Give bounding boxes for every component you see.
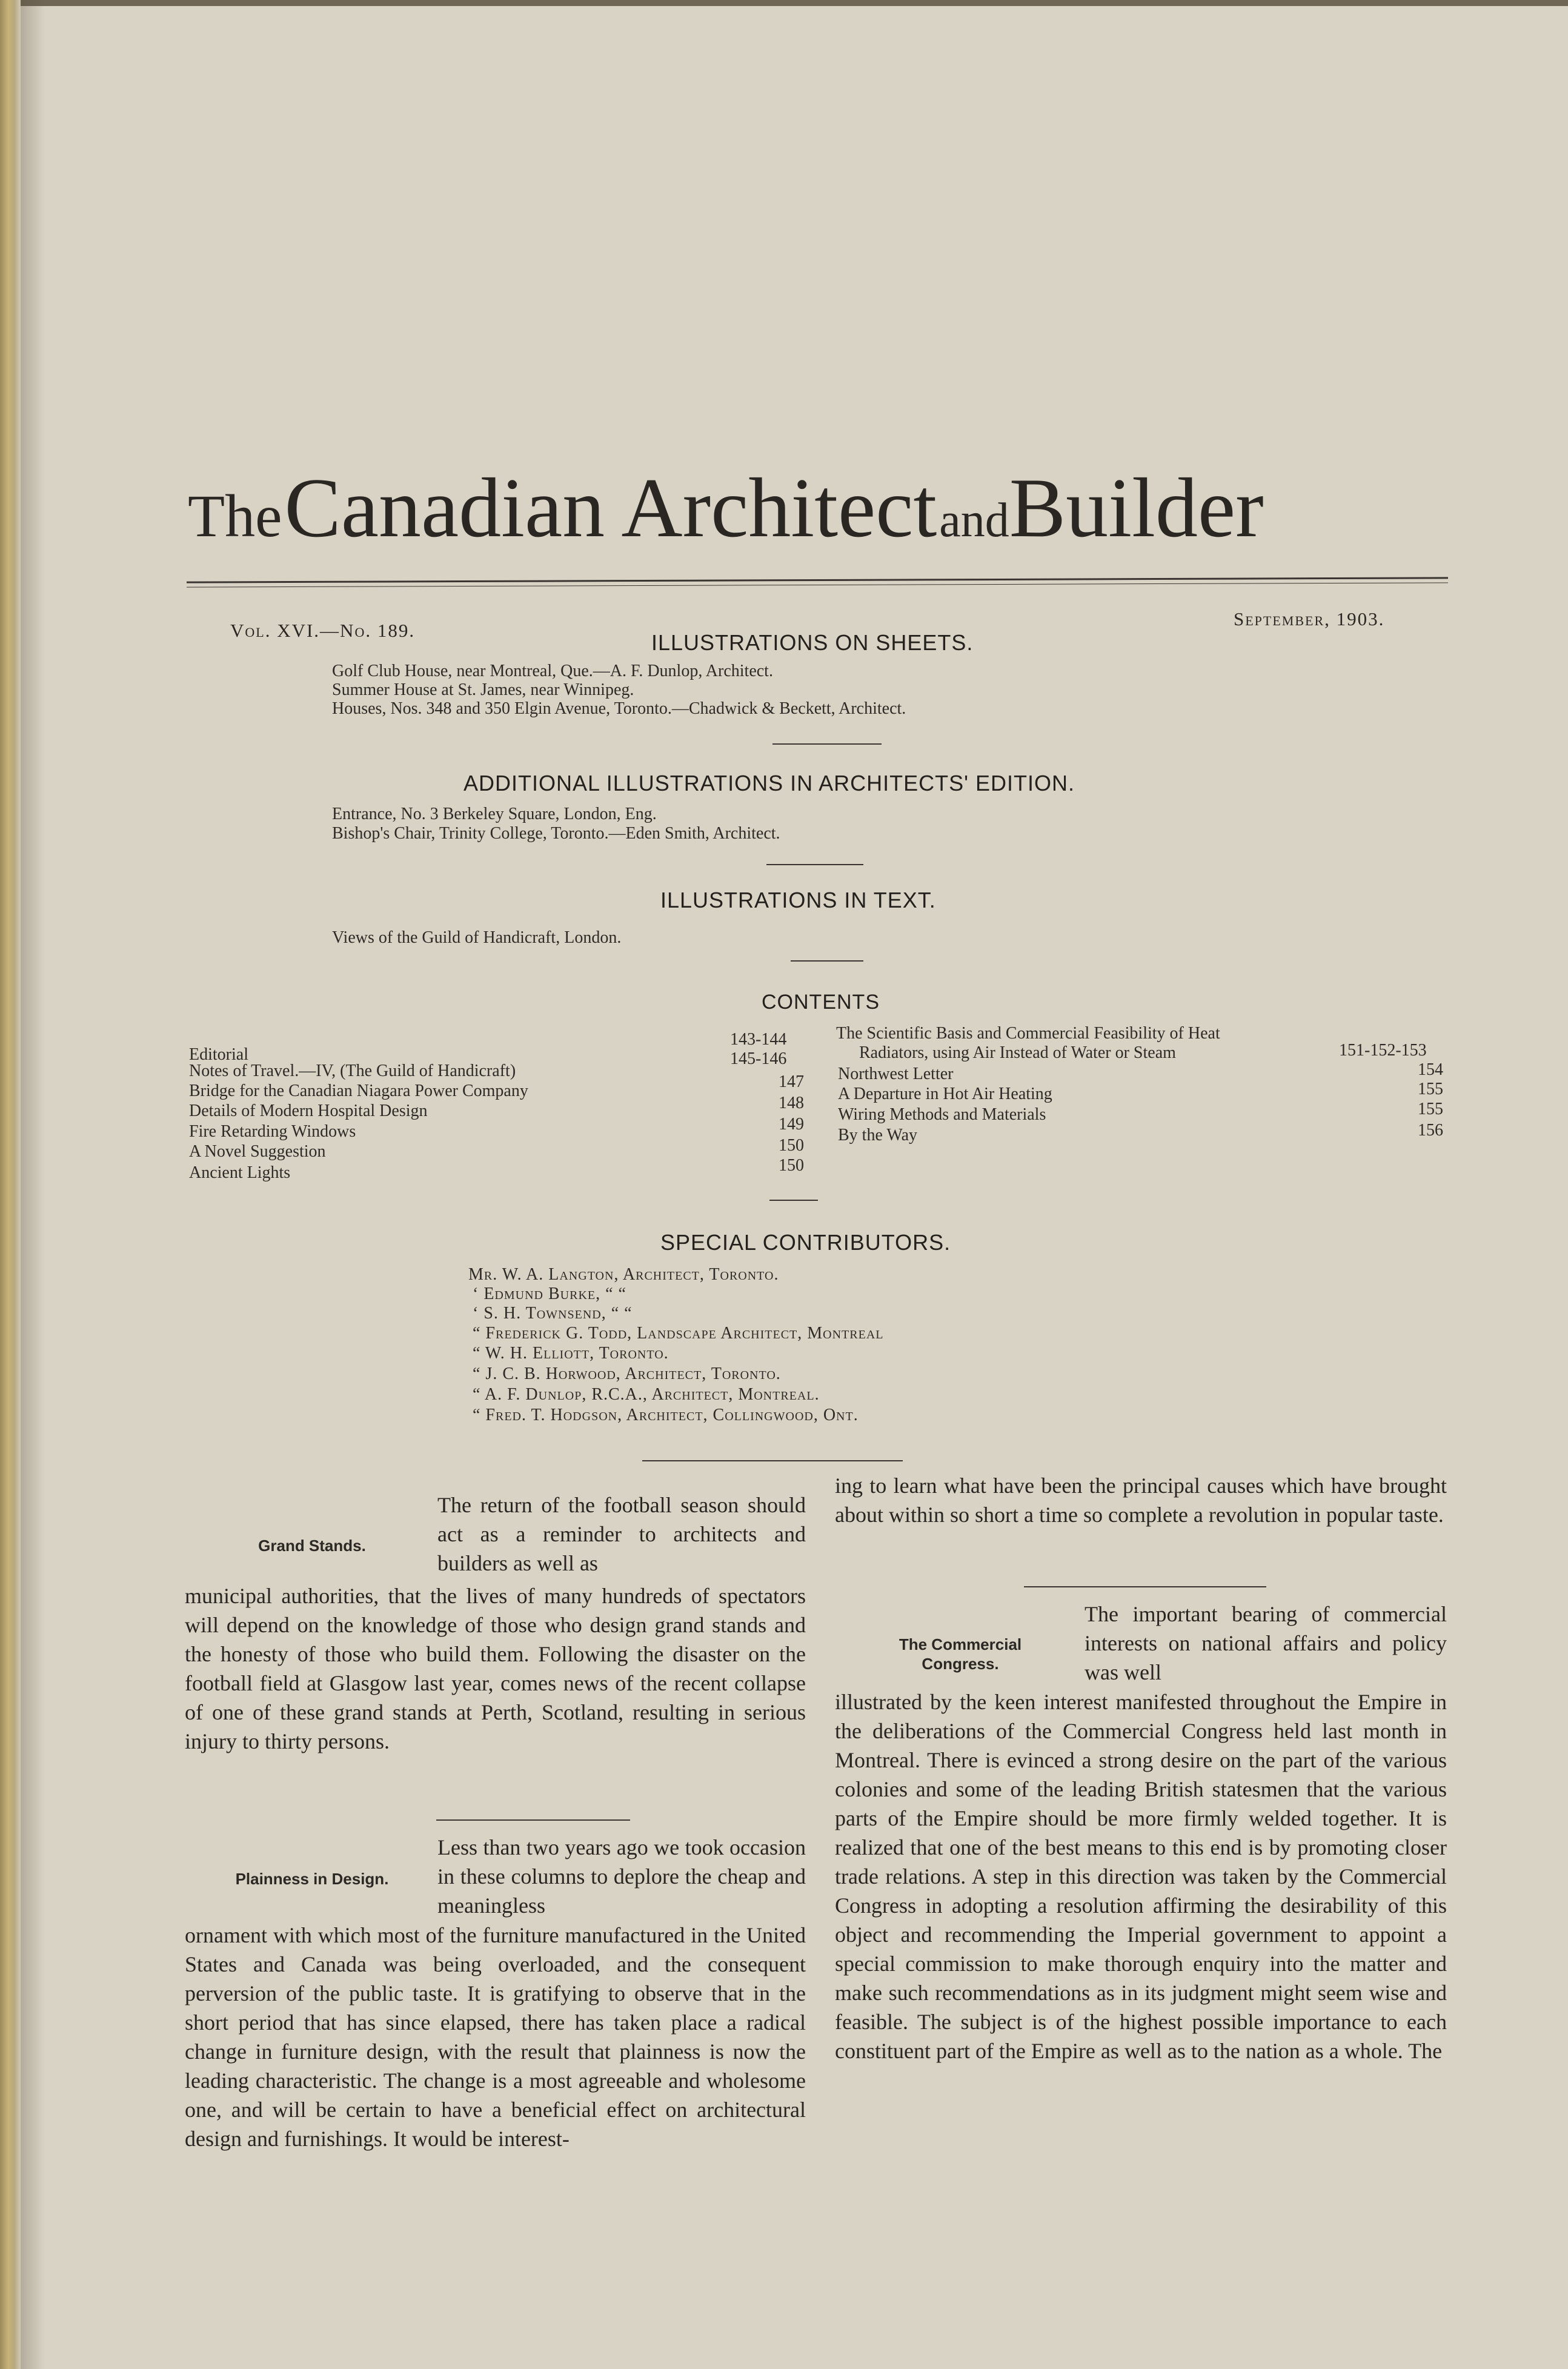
masthead (188, 459, 1466, 574)
masthead-rule-thin (187, 582, 1448, 587)
masthead-and: and (939, 494, 1009, 547)
plainness-continued: ing to learn what have been the principal causes which have brought about within so short a time so complete a revolution in popular taste. (835, 1474, 1447, 1527)
contributor: ‘ S. H. Townsend, “ “ (473, 1304, 633, 1323)
plainness-intro: Less than two years ago we took occasion in these columns to deplore the cheap and meaningless (437, 1835, 806, 1918)
plainness-body: ornament with which most of the furniture manufactured in the United States and Canada was being overloaded, and the consequent perversion of the public taste. It is gratifying to observe that in the short period that has since elapsed, there has taken place a radical change in furniture design, with the result that plainness is now the leading characteristic. The change is a most agreeable and wholesome one, and will be certain to have a beneficial effect on architectural design and furnishings. It would be interest- (185, 1923, 806, 2151)
contributor: “ J. C. B. Horwood, Architect, Toronto. (473, 1364, 781, 1383)
contributor: Mr. W. A. Langton, Architect, Toronto. (468, 1265, 779, 1284)
sheets-heading: ILLUSTRATIONS ON SHEETS. (651, 630, 974, 655)
page-top-edge (0, 0, 1568, 6)
sheets-item: Houses, Nos. 348 and 350 Elgin Avenue, Toronto.—Chadwick & Beckett, Architect. (332, 699, 906, 718)
toc-title: A Departure in Hot Air Heating (838, 1085, 1052, 1103)
toc-title: Editorial (189, 1045, 248, 1064)
divider (766, 864, 863, 865)
binding-spine (0, 0, 21, 2369)
toc-page: 149 (779, 1115, 804, 1134)
toc-page: 145-146 (730, 1049, 787, 1068)
divider (436, 1819, 630, 1821)
side-head-plainness: Plainness in Design. (235, 1870, 389, 1888)
toc-title: Ancient Lights (189, 1163, 291, 1182)
side-head-commercial: The Commercial Congress. (899, 1635, 1022, 1673)
divider (769, 1200, 818, 1201)
toc-title: Fire Retarding Windows (189, 1122, 356, 1141)
contributor: “ Fred. T. Hodgson, Architect, Collingwood, Ont. (473, 1406, 859, 1424)
toc-title: Bridge for the Canadian Niagara Power Company (189, 1082, 528, 1100)
toc-title: A Novel Suggestion (189, 1142, 326, 1161)
divider (772, 743, 882, 745)
commercial-intro: The important bearing of commercial interests on national affairs and policy was well (1085, 1602, 1447, 1684)
toc-title: Northwest Letter (838, 1065, 954, 1083)
toc-page: 151-152-153 (1339, 1041, 1427, 1060)
contributor: “ A. F. Dunlop, R.C.A., Architect, Montreal. (473, 1385, 820, 1404)
masthead-builder: Builder (1009, 461, 1264, 555)
toc-page: 143-144 (730, 1030, 787, 1049)
spine-shadow (21, 0, 45, 2369)
sheets-item: Summer House at St. James, near Winnipeg. (332, 680, 634, 699)
toc-page: 148 (779, 1094, 804, 1112)
toc-page: 150 (779, 1156, 804, 1175)
toc-page: 147 (779, 1072, 804, 1091)
divider (1024, 1586, 1266, 1587)
commercial-body: illustrated by the keen interest manifested throughout the Empire in the deliberations of the Commercial Congress held last month in Montreal. There is evinced a strong desire on the part of the various colonies and some of the leading British statesmen that the various parts of the Empire should be more firmly welded together. It is realized that one of the best means to this end is by promoting closer trade relations. A step in this direction was taken by the Commercial Congress in adopting a resolution affirming the desirability of this object and recommending the Imperial government to appoint a special commission to make thorough enquiry into the matter and make such recommendations as in its judgment might seem wise and feasible. The subject is of the highest possible importance to each constituent part of the Empire as well as to the nation as a whole. The (835, 1690, 1447, 2063)
toc-page: 150 (779, 1136, 804, 1155)
text-illus-heading: ILLUSTRATIONS IN TEXT. (660, 888, 936, 912)
toc-page: 154 (1418, 1060, 1443, 1079)
contributors-heading: SPECIAL CONTRIBUTORS. (660, 1230, 951, 1255)
additional-item: Entrance, No. 3 Berkeley Square, London, Eng. (332, 805, 657, 823)
contributor: ‘ Edmund Burke, “ “ (473, 1284, 626, 1303)
toc-title: By the Way (838, 1126, 917, 1145)
masthead-canadian-architect: Canadian Architect (284, 461, 937, 555)
issue-date: September, 1903. (1234, 608, 1385, 630)
contributor: “ Frederick G. Todd, Landscape Architect, Montreal (473, 1324, 884, 1343)
additional-item: Bishop's Chair, Trinity College, Toronto.—Eden Smith, Architect. (332, 824, 780, 843)
additional-heading: ADDITIONAL ILLUSTRATIONS IN ARCHITECTS' EDITION. (463, 771, 1075, 796)
masthead-rule (187, 577, 1448, 583)
text-illus-item: Views of the Guild of Handicraft, London. (332, 928, 622, 947)
volume-number: Vol. XVI.—No. 189. (230, 620, 416, 641)
toc-title: Radiators, using Air Instead of Water or Steam (859, 1043, 1176, 1062)
divider (791, 960, 863, 962)
toc-title: Wiring Methods and Materials (838, 1105, 1046, 1124)
masthead-the: The (188, 482, 282, 550)
contributor: “ W. H. Elliott, Toronto. (473, 1344, 669, 1363)
toc-title: The Scientific Basis and Commercial Feasibility of Heat (836, 1024, 1220, 1043)
toc-page: 155 (1418, 1100, 1443, 1118)
grand-stands-intro: The return of the football season should act as a reminder to architects and builders as well as (437, 1493, 806, 1575)
sheets-item: Golf Club House, near Montreal, Que.—A. F. Dunlop, Architect. (332, 662, 773, 680)
toc-page: 155 (1418, 1080, 1443, 1098)
side-head-grand-stands: Grand Stands. (258, 1537, 366, 1555)
toc-title: Details of Modern Hospital Design (189, 1101, 428, 1120)
grand-stands-body: municipal authorities, that the lives of many hundreds of spectators will depend on the knowledge of those who design grand stands and the honesty of those who build them. Following the disaster on the football field at Glasgow last year, comes news of the recent collapse of one of these grand stands at Perth, Scotland, resulting in serious injury to thirty persons. (185, 1584, 806, 1753)
contents-heading: CONTENTS (762, 991, 880, 1014)
toc-title: Notes of Travel.—IV, (The Guild of Handicraft) (189, 1062, 516, 1080)
toc-page: 156 (1418, 1121, 1443, 1140)
divider (642, 1460, 903, 1461)
